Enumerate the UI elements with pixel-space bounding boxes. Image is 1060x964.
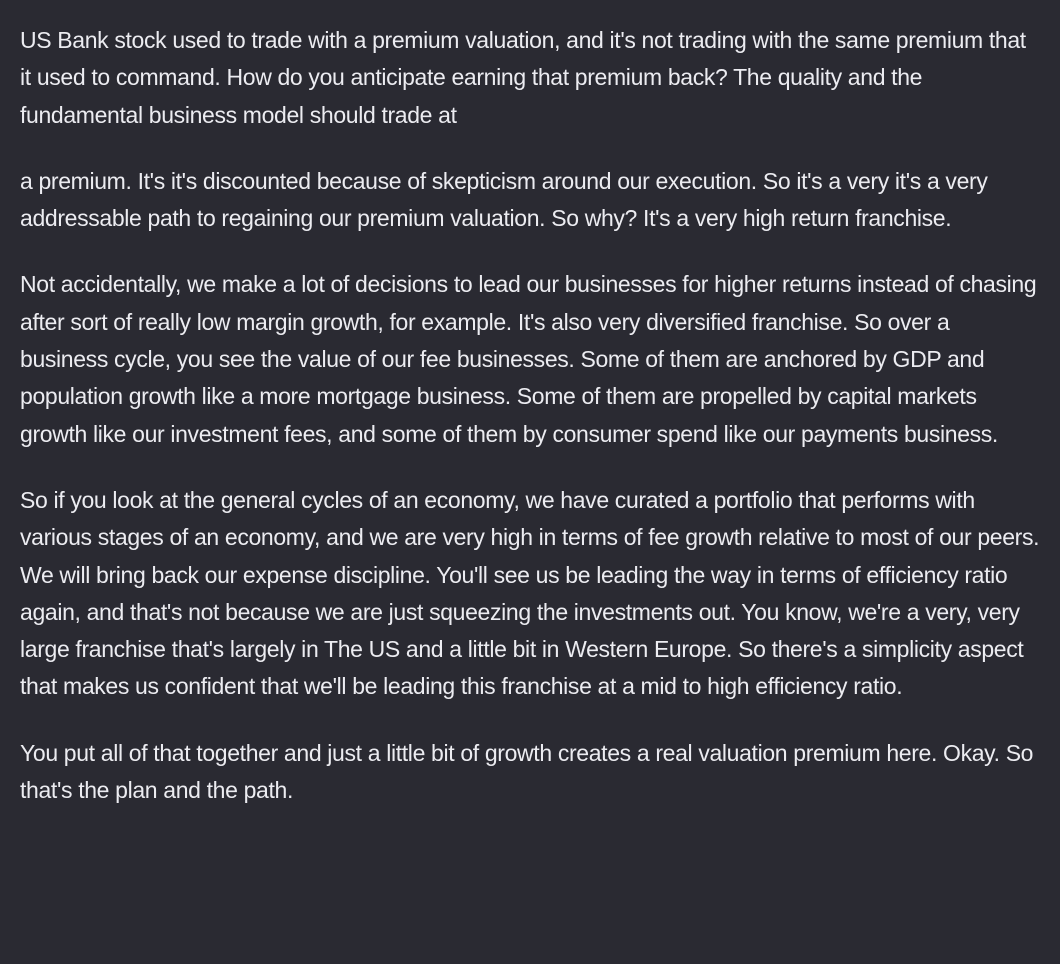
- transcript-paragraph-3: Not accidentally, we make a lot of decisions to lead our businesses for higher returns instead of chasing after sort of really low margin growth, for example. It's also very diversified franchise. So over a business cycle, you see the value of our fee businesses. Some of them are anchored by GDP and population growth like a more mortgage business. Some of them are propelled by capital markets growth like our investment fees, and some of them by consumer spend like our payments business.: [20, 271, 1037, 447]
- transcript-paragraph-5: You put all of that together and just a little bit of growth creates a real valuation premium here. Okay. So that's the plan and the path.: [20, 739, 1034, 804]
- transcript-paragraph-1: US Bank stock used to trade with a premium valuation, and it's not trading with the same premium that it used to command. How do you anticipate earning that premium back? The quality and the fundamental business model should trade at: [20, 27, 1026, 128]
- transcript-paragraph-4: So if you look at the general cycles of an economy, we have curated a portfolio that performs with various stages of an economy, and we are very high in terms of fee growth relative to most of our peers. We will bring back our expense discipline. You'll see us be leading the way in terms of efficiency ratio again, and that's not because we are just squeezing the investments out. You know, we're a very, very large franchise that's largely in The US and a little bit in Western Europe. So there's a simplicity aspect that makes us confident that we'll be leading this franchise at a mid to high efficiency ratio.: [20, 486, 1040, 700]
- transcript-paragraph-2: a premium. It's it's discounted because of skepticism around our execution. So it's a very it's a very addressable path to regaining our premium valuation. So why? It's a very high return franchise.: [20, 167, 988, 232]
